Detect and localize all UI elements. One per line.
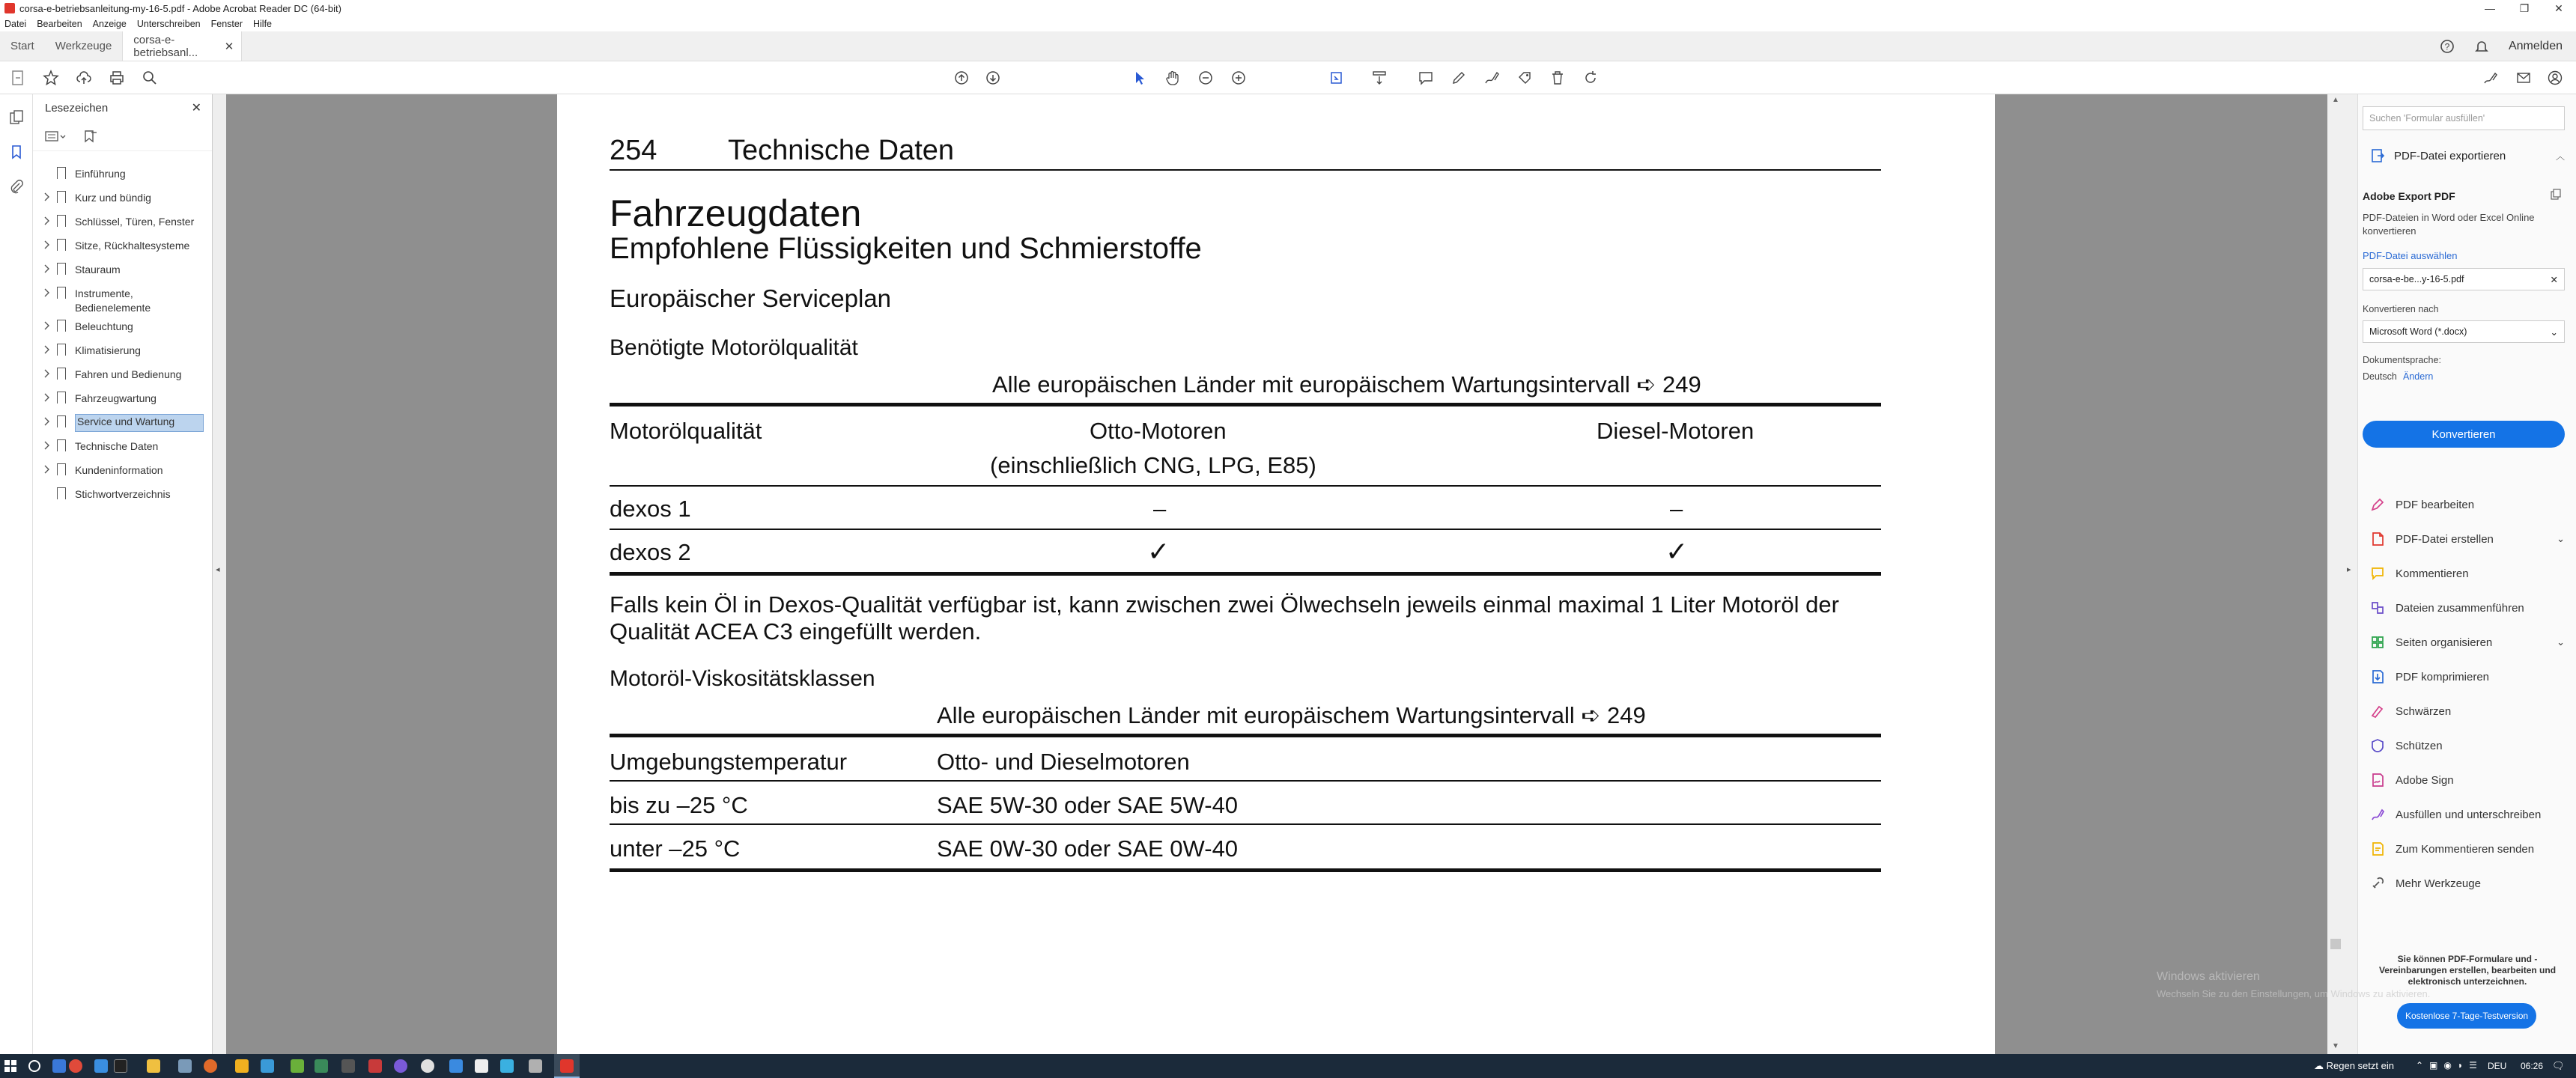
maximize-button[interactable]: ❐ <box>2519 1 2530 14</box>
table1-col3-header: Diesel-Motoren <box>1597 418 1755 444</box>
system-tray-icons[interactable]: ⌃▣◉◗☰ <box>2416 1060 2483 1071</box>
tool-item[interactable] <box>2370 561 2565 585</box>
app-icon[interactable] <box>341 1059 355 1073</box>
acrobat-app-icon <box>4 3 15 13</box>
hand-tool-icon[interactable] <box>1164 69 1182 87</box>
send-comment-icon <box>2370 841 2385 856</box>
mail-icon[interactable] <box>2515 69 2533 87</box>
bookmark-label: Service und Wartung <box>75 414 204 432</box>
bookmark-label: Kurz und bündig <box>75 192 151 204</box>
bookmark-icon <box>57 415 66 427</box>
page-number: 254 <box>610 135 657 166</box>
app-icon[interactable] <box>394 1059 407 1073</box>
acrobat-taskbar-button[interactable] <box>554 1054 580 1078</box>
tool-label: Mehr Werkzeuge <box>2396 877 2481 890</box>
export-pdf-header[interactable] <box>2370 145 2565 166</box>
bookmark-label: Kundeninformation <box>75 464 163 476</box>
table2-row1-temp: bis zu –25 °C <box>610 792 748 818</box>
table2-bottom-rule <box>610 868 1881 872</box>
tool-item[interactable] <box>2370 493 2565 517</box>
page-thumbnails-icon[interactable] <box>8 109 25 126</box>
bookmark-icon <box>57 463 66 475</box>
search-icon[interactable] <box>141 69 159 87</box>
combine-icon <box>2370 600 2385 615</box>
tool-label: Adobe Sign <box>2396 773 2454 787</box>
bookmark-item[interactable] <box>33 338 213 362</box>
close-panel-icon[interactable]: ✕ <box>191 102 201 115</box>
previous-page-icon[interactable] <box>953 69 970 87</box>
table1-row1-diesel: – <box>1670 496 1683 522</box>
tool-label: Schwärzen <box>2396 704 2452 718</box>
table1-caption: Alle europäischen Länder mit europäischem Wartungsintervall ➪ 249 <box>992 371 1701 398</box>
bookmark-label: Beleuchtung <box>75 320 133 332</box>
terminal-icon[interactable] <box>114 1059 127 1073</box>
bookmark-item[interactable] <box>33 162 213 186</box>
chevron-right-icon[interactable] <box>43 465 51 474</box>
table1-row2-otto: ✓ <box>1147 536 1170 567</box>
chevron-down-icon[interactable]: ⌄ <box>2557 636 2565 648</box>
protect-icon <box>2370 738 2385 753</box>
app-icon[interactable] <box>368 1059 382 1073</box>
menu-anzeige[interactable]: Anzeige <box>92 19 127 29</box>
tool-label: PDF bearbeiten <box>2396 498 2475 511</box>
search-taskbar-icon[interactable] <box>28 1060 40 1072</box>
bookmark-icon <box>57 368 66 380</box>
page-fit-icon[interactable] <box>1328 69 1346 87</box>
steam-icon[interactable] <box>261 1059 274 1073</box>
header-rule <box>610 169 1881 171</box>
chrome-icon[interactable] <box>421 1059 434 1073</box>
tools-search-input[interactable]: Suchen 'Formular ausfüllen' <box>2363 106 2565 130</box>
collapse-left-panel-handle[interactable]: ◂ <box>213 94 226 1054</box>
chevron-right-icon[interactable] <box>43 441 51 450</box>
title-bar <box>0 0 2576 16</box>
menu-datei[interactable]: Datei <box>4 19 27 29</box>
tool-label: Ausfüllen und unterschreiben <box>2396 808 2542 821</box>
delete-icon[interactable] <box>1549 69 1567 87</box>
organize-icon <box>2370 635 2385 650</box>
compress-icon <box>2370 669 2385 684</box>
table1-col2-header: Otto-Motoren <box>1090 418 1227 444</box>
tool-item[interactable] <box>2370 803 2565 826</box>
bookmark-item[interactable] <box>33 386 213 410</box>
select-file-link[interactable]: PDF-Datei auswählen <box>2363 250 2458 261</box>
table2-row2-temp: unter –25 °C <box>610 835 741 862</box>
section-title: Europäischer Serviceplan <box>610 284 892 312</box>
notifications-icon[interactable] <box>2474 39 2489 54</box>
more-tools-icon <box>2370 876 2385 891</box>
bookmark-icon <box>57 239 66 251</box>
chevron-right-icon[interactable] <box>43 321 51 330</box>
tool-label: Schützen <box>2396 739 2443 752</box>
table1-bottom-rule <box>610 572 1881 576</box>
app-icon[interactable] <box>529 1059 542 1073</box>
clock[interactable]: 06:26 <box>2521 1061 2544 1071</box>
table1-col1-header: Motorölqualität <box>610 418 762 444</box>
bookmark-label: Technische Daten <box>75 440 159 452</box>
main-toolbar <box>0 61 2576 94</box>
chevron-right-icon[interactable] <box>43 417 51 426</box>
bookmark-icon <box>57 191 66 203</box>
bookmark-label: Stauraum <box>75 264 121 275</box>
app-icon[interactable] <box>475 1059 488 1073</box>
bookmark-icon <box>57 263 66 275</box>
convert-button[interactable]: Konvertieren <box>2363 421 2565 448</box>
app-icon[interactable] <box>449 1059 463 1073</box>
weather-status[interactable] <box>2314 1060 2394 1072</box>
app-icon[interactable] <box>500 1059 514 1073</box>
bookmarks-panel <box>33 94 213 1054</box>
chevron-right-icon[interactable] <box>43 288 51 297</box>
bookmark-item[interactable] <box>33 281 213 314</box>
fill-sign-icon[interactable] <box>2482 69 2500 87</box>
menu-hilfe[interactable]: Hilfe <box>253 19 273 29</box>
bookmark-label: Instrumente, Bedienelemente <box>75 287 151 314</box>
bookmark-item[interactable] <box>33 314 213 338</box>
bookmark-item[interactable] <box>33 210 213 234</box>
menu-unterschreiben[interactable]: Unterschreiben <box>136 19 201 29</box>
app-icon[interactable] <box>291 1059 304 1073</box>
window-title: corsa-e-betriebsanleitung-my-16-5.pdf - Adobe Acrobat Reader DC (64-bit) <box>19 2 341 14</box>
table1-top-rule <box>610 403 1881 406</box>
create-pdf-icon[interactable] <box>9 69 27 87</box>
table1-row1-name: dexos 1 <box>610 496 691 522</box>
navigation-icon-strip <box>0 94 33 1054</box>
tab-document[interactable] <box>122 31 242 61</box>
pen-icon[interactable] <box>1450 69 1468 87</box>
subheading: Empfohlene Flüssigkeiten und Schmierstoffe <box>610 232 1202 265</box>
selected-file-name: corsa-e-be...y-16-5.pdf <box>2369 274 2464 284</box>
select-cursor-icon[interactable] <box>1131 69 1149 87</box>
bookmark-icon <box>57 344 66 356</box>
clear-file-icon[interactable]: ✕ <box>2550 274 2558 285</box>
tool-item[interactable] <box>2370 527 2565 551</box>
scroll-mode-icon[interactable] <box>1370 69 1388 87</box>
heading: Fahrzeugdaten <box>610 192 862 234</box>
bookmark-item[interactable] <box>33 362 213 386</box>
table2-header-rule <box>610 780 1881 782</box>
bookmarks-icon[interactable] <box>8 144 25 160</box>
bookmark-item[interactable] <box>33 458 213 482</box>
table2-col1-header: Umgebungstemperatur <box>610 749 848 775</box>
next-page-icon[interactable] <box>984 69 1002 87</box>
format-select[interactable] <box>2363 320 2565 343</box>
tool-item[interactable] <box>2370 768 2565 792</box>
table2-row2-oil: SAE 0W-30 oder SAE 0W-40 <box>937 835 1239 862</box>
promo-text: Sie können PDF-Formulare und -Vereinbarungen erstellen, bearbeiten und elektronisch unterzeichnen. <box>2378 954 2557 987</box>
draw-icon[interactable] <box>1483 69 1501 87</box>
fill-sign-icon <box>2370 807 2385 822</box>
bookmark-item[interactable] <box>33 258 213 281</box>
tabbar-right <box>2440 31 2576 61</box>
edit-pdf-icon <box>2370 497 2385 512</box>
bookmark-label: Einführung <box>75 168 126 180</box>
subsection2-title: Motoröl-Viskositätsklassen <box>610 666 875 691</box>
help-icon[interactable] <box>2440 39 2455 54</box>
weather-icon: ☁ <box>2314 1060 2327 1071</box>
table2-col2-header: Otto- und Dieselmotoren <box>937 749 1190 775</box>
table2-caption: Alle europäischen Länder mit europäischem Wartungsintervall ➪ 249 <box>937 702 1646 728</box>
tool-label: PDF-Datei erstellen <box>2396 532 2494 546</box>
table1-header-rule <box>610 485 1881 487</box>
tool-item[interactable] <box>2370 837 2565 861</box>
firefox-icon[interactable] <box>204 1059 217 1073</box>
copy-icon[interactable] <box>2550 189 2562 201</box>
change-language-link[interactable]: Ändern <box>2403 371 2434 382</box>
bookmark-item-selected[interactable] <box>33 410 213 434</box>
convert-to-label: Konvertieren nach <box>2363 304 2439 314</box>
table1-row1-otto: – <box>1153 496 1167 522</box>
bookmark-item[interactable] <box>33 234 213 258</box>
account-icon[interactable] <box>2546 69 2564 87</box>
sign-icon <box>2370 773 2385 788</box>
comment-icon <box>2370 566 2385 581</box>
menu-fenster[interactable]: Fenster <box>210 19 243 29</box>
explorer-icon[interactable] <box>147 1059 160 1073</box>
tool-item[interactable] <box>2370 665 2565 689</box>
upload-cloud-icon[interactable] <box>75 69 93 87</box>
chevron-right-icon[interactable] <box>43 192 51 201</box>
table1-col2-subheader: (einschließlich CNG, LPG, E85) <box>990 452 1316 478</box>
bookmark-label: Sitze, Rückhaltesysteme <box>75 240 190 252</box>
app-icon[interactable] <box>315 1059 328 1073</box>
activation-watermark-text: Wechseln Sie zu den Einstellungen, um Windows zu aktivieren. <box>2157 988 2431 999</box>
scroll-up-icon[interactable]: ▲ <box>2332 96 2339 104</box>
tool-label: Zum Kommentieren senden <box>2396 842 2535 856</box>
vertical-scrollbar[interactable] <box>2327 94 2344 1054</box>
app-icon[interactable] <box>235 1059 249 1073</box>
bookmark-icon <box>57 487 66 499</box>
table2-row-rule <box>610 823 1881 825</box>
tab-document-label: corsa-e-betriebsanl... <box>133 33 198 59</box>
tool-label: Seiten organisieren <box>2396 636 2493 649</box>
collapse-right-panel-handle[interactable]: ▸ <box>2344 94 2357 1054</box>
bookmark-item[interactable] <box>33 186 213 210</box>
export-heading: Adobe Export PDF <box>2363 190 2455 202</box>
language-indicator[interactable]: DEU <box>2488 1061 2507 1071</box>
bookmark-label: Klimatisierung <box>75 344 141 356</box>
tool-item[interactable] <box>2370 734 2565 758</box>
weather-text: Regen setzt ein <box>2326 1060 2394 1071</box>
bookmark-icon <box>57 167 66 179</box>
menu-bearbeiten[interactable]: Bearbeiten <box>37 19 82 29</box>
chevron-right-icon[interactable] <box>43 240 51 249</box>
tab-bar <box>0 31 2576 61</box>
chevron-right-icon[interactable] <box>43 345 51 354</box>
bookmark-icon <box>57 392 66 404</box>
new-bookmark-icon[interactable] <box>82 129 97 144</box>
signin-link[interactable]: Anmelden <box>2508 40 2563 52</box>
notepad-icon[interactable] <box>178 1059 192 1073</box>
chevron-right-icon[interactable] <box>43 393 51 402</box>
close-window-button[interactable]: ✕ <box>2554 1 2563 14</box>
bookmark-star-icon[interactable] <box>42 69 60 87</box>
note-line-1: Falls kein Öl in Dexos-Qualität verfügbar ist, kann zwischen zwei Ölwechseln jeweils einmal maximal 1 Liter Motoröl der <box>610 591 1839 618</box>
attachments-icon[interactable] <box>8 178 25 195</box>
tools-pane <box>2357 94 2576 1054</box>
tool-label: PDF komprimieren <box>2396 670 2490 683</box>
note-line-2: Qualität ACEA C3 eingefüllt werden. <box>610 618 982 645</box>
chevron-right-icon[interactable] <box>43 369 51 378</box>
doc-language-label: Dokumentsprache: <box>2363 355 2441 365</box>
chevron-right-icon[interactable] <box>43 264 51 273</box>
table2-row1-oil: SAE 5W-30 oder SAE 5W-40 <box>937 792 1239 818</box>
comment-icon[interactable] <box>1417 69 1435 87</box>
tab-start[interactable]: Start <box>10 40 34 52</box>
bookmarks-title: Lesezeichen <box>45 101 109 115</box>
trial-button[interactable]: Kostenlose 7-Tage-Testversion <box>2397 1003 2536 1029</box>
bookmark-item[interactable] <box>33 434 213 458</box>
bookmark-label: Stichwortverzeichnis <box>75 488 171 500</box>
format-value: Microsoft Word (*.docx) <box>2369 326 2467 337</box>
export-pdf-icon <box>2370 148 2385 163</box>
close-tab-icon[interactable]: ✕ <box>224 40 234 53</box>
edge-icon[interactable] <box>52 1059 66 1073</box>
tool-item[interactable] <box>2370 630 2565 654</box>
chevron-down-icon[interactable]: ⌄ <box>2557 533 2565 544</box>
activation-watermark-title: Windows aktivieren <box>2157 970 2260 983</box>
taskbar <box>0 1054 2576 1078</box>
bookmark-icon <box>57 439 66 451</box>
scrollbar-thumb[interactable] <box>2330 939 2341 949</box>
export-description: PDF-Dateien in Word oder Excel Online konvertieren <box>2363 212 2535 237</box>
doc-language-value: Deutsch <box>2363 371 2397 382</box>
tool-item[interactable] <box>2370 596 2565 620</box>
table1-row-rule <box>610 529 1881 530</box>
bookmark-label: Fahrzeugwartung <box>75 392 157 404</box>
options-menu-icon[interactable] <box>45 130 67 143</box>
bookmark-item[interactable] <box>33 482 213 506</box>
menu-bar <box>0 16 2576 31</box>
stamp-icon[interactable] <box>1516 69 1534 87</box>
print-icon[interactable] <box>108 69 126 87</box>
bookmark-icon <box>57 320 66 332</box>
minimize-button[interactable]: — <box>2485 2 2495 14</box>
mail-app-icon[interactable] <box>94 1059 108 1073</box>
tool-label: Kommentieren <box>2396 567 2469 580</box>
scroll-down-icon[interactable]: ▼ <box>2332 1042 2339 1050</box>
table2-top-rule <box>610 734 1881 737</box>
svg-text:?: ? <box>2444 41 2450 52</box>
table1-row2-name: dexos 2 <box>610 539 691 565</box>
chevron-down-icon: ⌄ <box>2550 326 2558 338</box>
chevron-up-icon[interactable]: ︿ <box>2555 150 2565 162</box>
create-pdf-icon <box>2370 532 2385 546</box>
zoom-out-icon[interactable] <box>1197 69 1215 87</box>
bookmark-label: Fahren und Bedienung <box>75 368 182 380</box>
zoom-in-icon[interactable] <box>1230 69 1248 87</box>
chevron-right-icon[interactable] <box>43 216 51 225</box>
bookmark-label: Schlüssel, Türen, Fenster <box>75 216 195 228</box>
bookmark-icon <box>57 287 66 299</box>
tool-item[interactable] <box>2370 871 2565 895</box>
subsection-title: Benötigte Motorölqualität <box>610 335 858 360</box>
bookmarks-toolbar <box>33 121 212 151</box>
bookmarks-header <box>33 94 212 121</box>
table1-row2-diesel: ✓ <box>1665 536 1689 567</box>
windows-start-icon[interactable] <box>4 1060 16 1072</box>
selected-file-field[interactable] <box>2363 268 2565 290</box>
bookmark-icon <box>57 215 66 227</box>
notification-center-icon[interactable]: 🗨 <box>2552 1060 2565 1071</box>
export-pdf-title: PDF-Datei exportieren <box>2394 149 2506 162</box>
redact-icon <box>2370 704 2385 719</box>
window-controls <box>2473 0 2576 16</box>
tab-werkzeuge[interactable]: Werkzeuge <box>55 40 112 52</box>
rotate-icon[interactable] <box>1582 69 1600 87</box>
opera-icon[interactable] <box>69 1059 82 1073</box>
tool-item[interactable] <box>2370 699 2565 723</box>
tool-label: Dateien zusammenführen <box>2396 601 2524 615</box>
running-title: Technische Daten <box>728 135 955 166</box>
